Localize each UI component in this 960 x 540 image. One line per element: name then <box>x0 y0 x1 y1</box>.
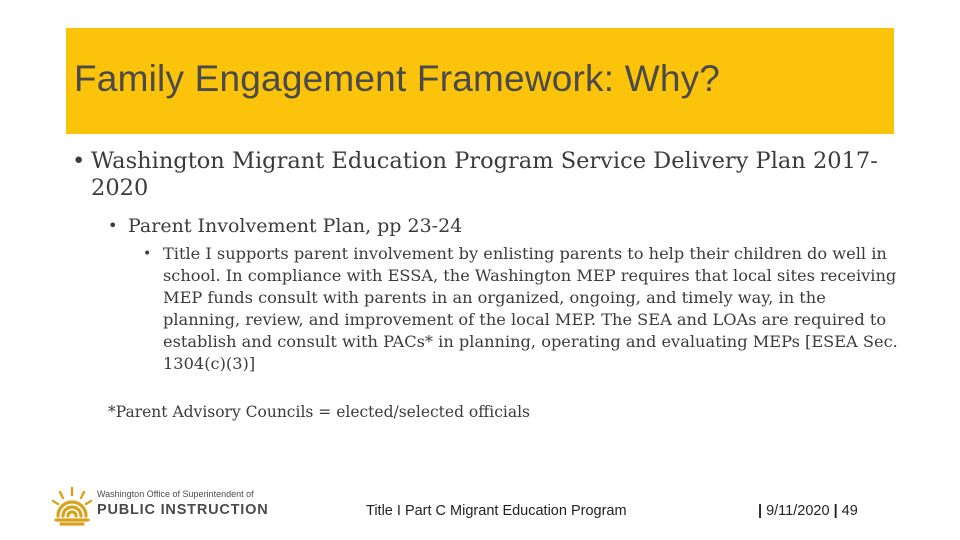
bullet-level2-text: Parent Involvement Plan, pp 23-24 <box>128 215 463 237</box>
footer-date-page <box>758 503 858 519</box>
bullet-marker: • <box>108 216 118 235</box>
footnote: *Parent Advisory Councils = elected/selected officials <box>108 403 531 421</box>
bullet-level2 <box>108 214 888 238</box>
logo-title: PUBLIC INSTRUCTION <box>97 502 269 518</box>
bullet-level1-text: Washington Migrant Education Program Service Delivery Plan 2017-2020 <box>91 148 878 201</box>
page-number: 49 <box>841 503 858 519</box>
ospi-logo <box>52 486 282 528</box>
logo-subtitle: Washington Office of Superintendent of <box>97 489 254 499</box>
footer-program: Title I Part C Migrant Education Program <box>366 503 627 519</box>
bullet-marker: • <box>72 148 86 174</box>
footer-separator: | <box>833 503 838 519</box>
slide-title: Family Engagement Framework: Why? <box>74 58 721 99</box>
bullet-level1 <box>72 148 892 202</box>
bullet-level3 <box>143 243 898 375</box>
footer-date: 9/11/2020 <box>766 503 830 519</box>
footer-separator: | <box>758 503 763 519</box>
bullet-level3-text: Title I supports parent involvement by enlisting parents to help their children do well in school. In compliance with ESSA, the Washington MEP requires that local sites receiving MEP funds consult with parents in an organized, ongoing, and timely way, in the planning, review, and improvement of the local MEP. The SEA and LOAs are required to establish and consult with PACs* in planning, operating and evaluating MEPs [ESEA Sec. 1304(c)(3)] <box>163 244 898 373</box>
sun-logo-icon <box>52 486 92 526</box>
title-bar <box>66 28 894 134</box>
bullet-marker: • <box>143 246 152 262</box>
